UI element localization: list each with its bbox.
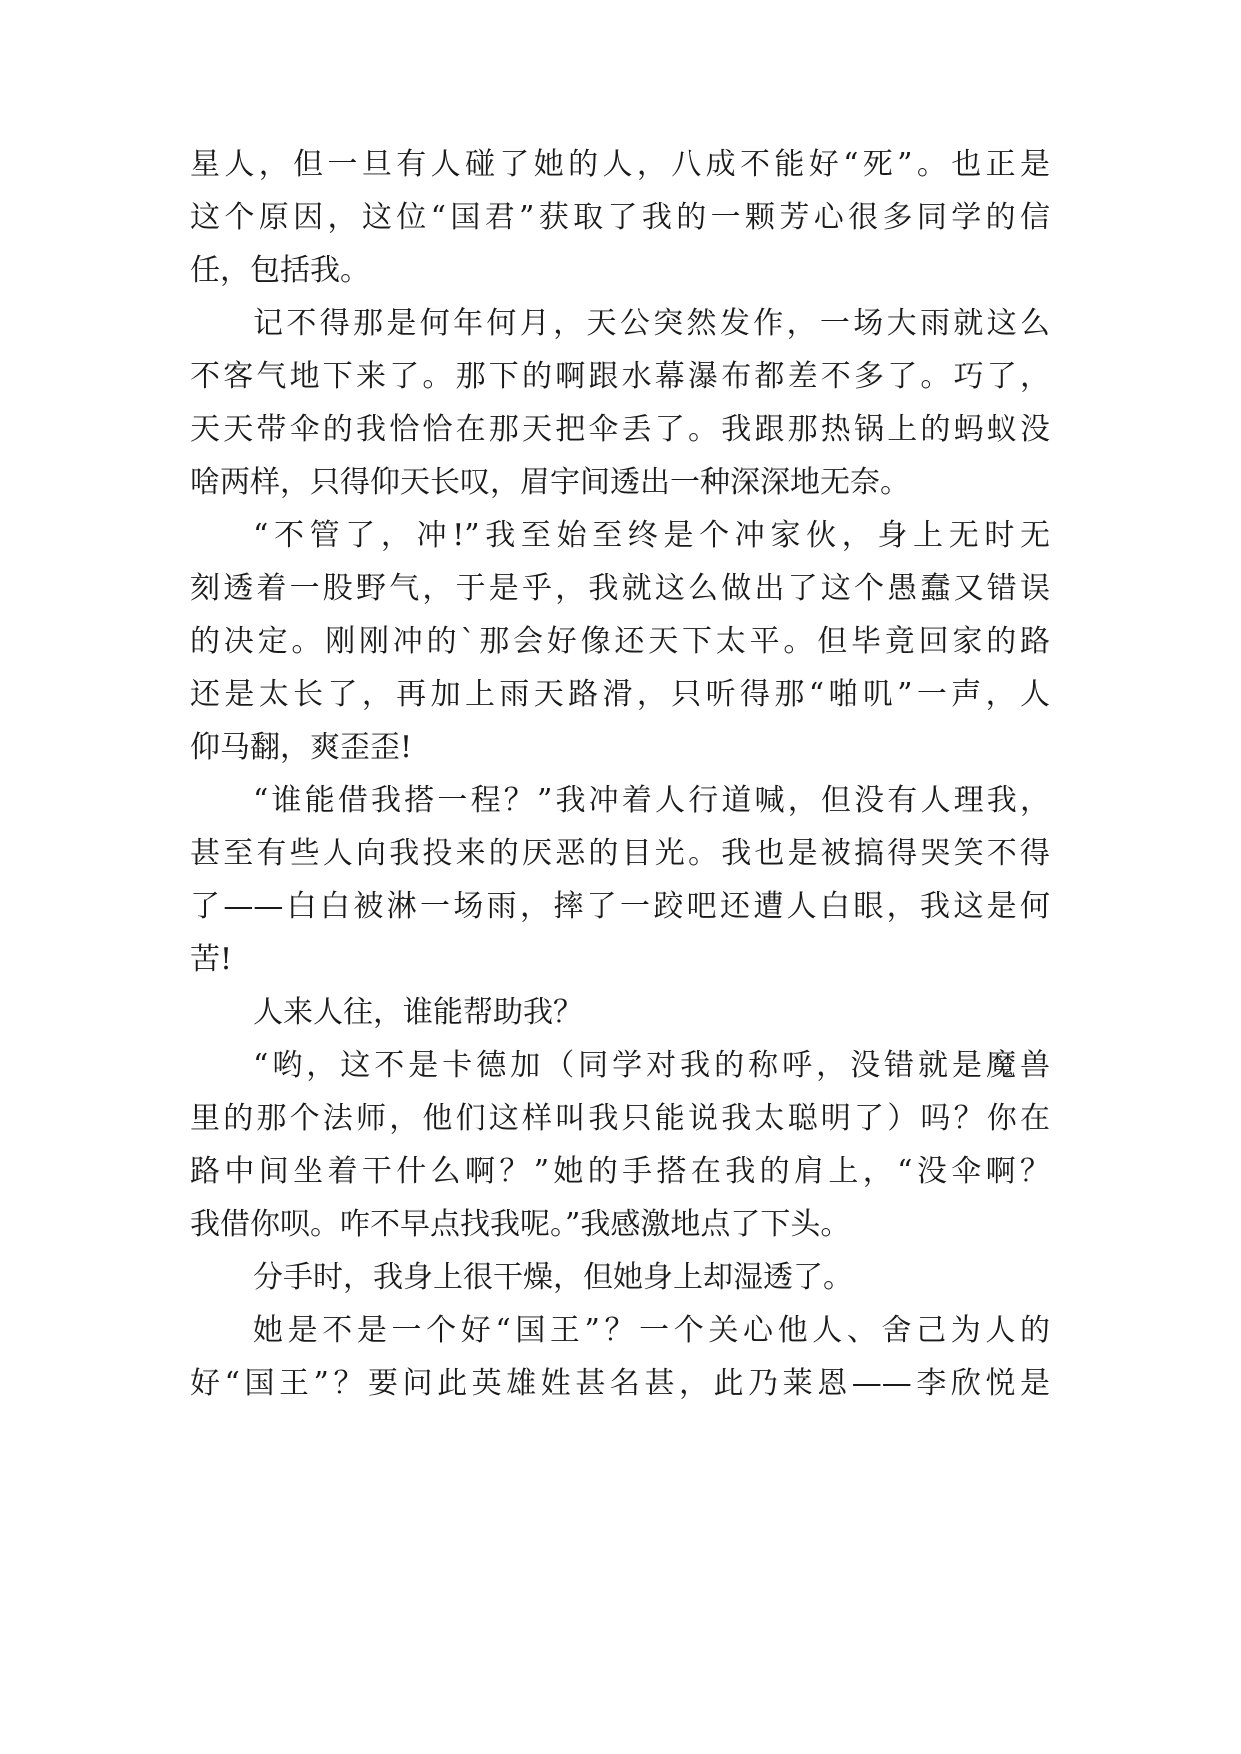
text-line: 星人，但一旦有人碰了她的人，八成不能好“死”。也正是 [190, 147, 1050, 182]
paragraph-first-line: “哟，这不是卡德加（同学对我的称呼，没错就是魔兽 [253, 1048, 1050, 1083]
paragraph-first-line: “谁能借我搭一程？”我冲着人行道喊，但没有人理我， [253, 783, 1050, 818]
text-line: 仰马翻，爽歪歪! [190, 730, 413, 765]
paragraph-first-line: 人来人往，谁能帮助我？ [253, 995, 583, 1030]
text-line: 里的那个法师，他们这样叫我只能说我太聪明了）吗？你在 [190, 1101, 1050, 1136]
text-line: 不客气地下来了。那下的啊跟水幕瀑布都差不多了。巧了， [190, 359, 1050, 394]
text-line: 天天带伞的我恰恰在那天把伞丢了。我跟那热锅上的蚂蚁没 [190, 412, 1050, 447]
paragraph-first-line: 分手时，我身上很干燥，但她身上却湿透了。 [253, 1260, 853, 1295]
text-line: 这个原因，这位“国君”获取了我的一颗芳心很多同学的信 [190, 200, 1050, 235]
text-line: 甚至有些人向我投来的厌恶的目光。我也是被搞得哭笑不得 [190, 836, 1050, 871]
text-line: 的决定。刚刚冲的`那会好像还天下太平。但毕竟回家的路 [190, 624, 1050, 659]
text-line: 了——白白被淋一场雨，摔了一跤吧还遭人白眼，我这是何 [190, 889, 1050, 924]
paragraph-first-line: 记不得那是何年何月，天公突然发作，一场大雨就这么 [253, 306, 1050, 341]
paragraph-first-line: 她是不是一个好“国王”？一个关心他人、舍己为人的 [253, 1313, 1050, 1348]
text-line: 还是太长了，再加上雨天路滑，只听得那“啪叽”一声，人 [190, 677, 1050, 712]
text-line: 我借你呗。咋不早点找我呢。”我感激地点了下头。 [190, 1207, 851, 1242]
text-line: 路中间坐着干什么啊？”她的手搭在我的肩上，“没伞啊？ [190, 1154, 1050, 1189]
text-line: 啥两样，只得仰天长叹，眉宇间透出一种深深地无奈。 [190, 465, 910, 500]
text-line: 苦! [190, 942, 233, 977]
text-line: 刻透着一股野气，于是乎，我就这么做出了这个愚蠢又错误 [190, 571, 1050, 606]
text-line: 任，包括我。 [190, 253, 370, 288]
text-line: 好“国王”？要问此英雄姓甚名甚，此乃莱恩——李欣悦是 [190, 1366, 1050, 1401]
paragraph-first-line: “不管了，冲!”我至始至终是个冲家伙，身上无时无 [253, 518, 1050, 553]
